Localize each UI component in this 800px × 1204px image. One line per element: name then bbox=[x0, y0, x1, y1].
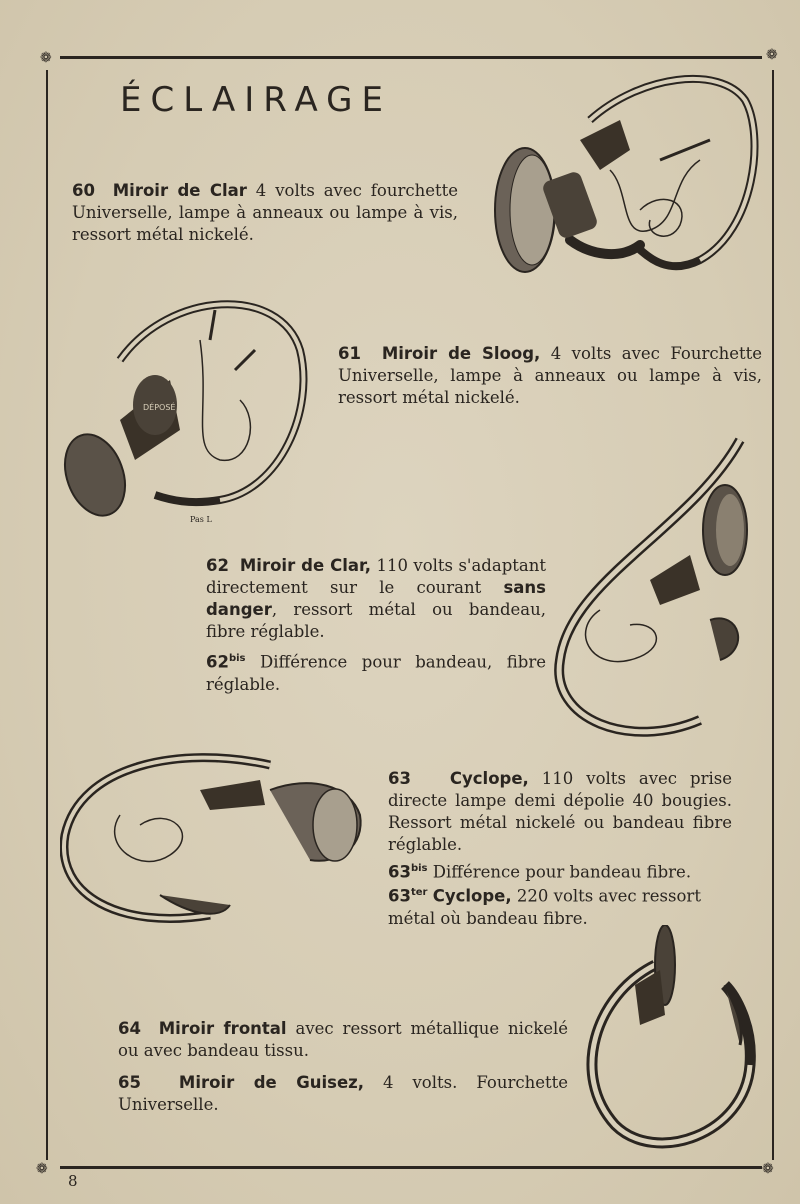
entry-text: , ressort métal ou bandeau, fibre réglable. bbox=[206, 600, 546, 641]
entry-number: 62 bbox=[206, 652, 229, 672]
entry-text: 4 volts. Fourchette Universelle. bbox=[118, 1073, 568, 1114]
entry-text: 4 volts avec fourchette Universelle, lampe à anneaux ou lampe à vis, ressort métal nickelé. bbox=[72, 181, 458, 244]
entry-bold-text: sans danger bbox=[206, 578, 546, 619]
entry-name: Miroir de Clar bbox=[112, 181, 247, 200]
entry-suffix: bis bbox=[228, 653, 246, 664]
entry-suffix: ter bbox=[410, 887, 428, 898]
entry-number: 60 bbox=[72, 181, 95, 200]
page-title: ÉCLAIRAGE bbox=[120, 80, 392, 120]
left-rule bbox=[46, 70, 48, 1160]
bottom-rule bbox=[60, 1166, 762, 1169]
entry-text: 4 volts avec Fourchette Universelle, lampe à anneaux ou lampe à vis, ressort métal nickelé. bbox=[338, 344, 762, 407]
entry-text: 110 volts s'adaptant directement sur le courant bbox=[206, 556, 546, 597]
entry-65 bbox=[118, 1072, 568, 1116]
entry-name: Cyclope, bbox=[449, 769, 529, 788]
corner-ornament-tr: ❁ bbox=[766, 47, 778, 63]
entry-64 bbox=[118, 1018, 568, 1062]
entry-60 bbox=[72, 180, 458, 246]
corner-ornament-br: ❁ bbox=[762, 1161, 774, 1177]
figure-61-signature: Pas L bbox=[190, 515, 212, 524]
entry-text: 220 volts avec ressort métal où bandeau fibre. bbox=[388, 886, 701, 928]
corner-ornament-bl: ❁ bbox=[36, 1161, 48, 1177]
figure-62-head-mirror bbox=[550, 430, 760, 750]
entry-number: 61 bbox=[338, 344, 361, 363]
entry-number: 65 bbox=[118, 1073, 141, 1092]
right-rule bbox=[772, 70, 774, 1160]
figure-64-frontal-mirror bbox=[575, 925, 760, 1160]
figure-63-cyclope bbox=[60, 745, 370, 935]
entry-63-ter bbox=[388, 882, 738, 930]
entry-63 bbox=[388, 768, 732, 856]
entry-number: 64 bbox=[118, 1019, 141, 1038]
entry-name: Miroir frontal bbox=[158, 1019, 287, 1038]
entry-number: 63 bbox=[388, 769, 411, 788]
entry-text: Différence pour bandeau, fibre réglable. bbox=[206, 652, 546, 694]
entry-name: Miroir de Clar, bbox=[239, 556, 371, 575]
page-number: 8 bbox=[68, 1172, 78, 1190]
entry-62 bbox=[206, 555, 546, 643]
top-rule bbox=[60, 56, 762, 59]
entry-63-bis bbox=[388, 858, 738, 884]
entry-name: Miroir de Guisez, bbox=[178, 1073, 365, 1092]
entry-number: 62 bbox=[206, 556, 229, 575]
entry-62-bis bbox=[206, 648, 546, 696]
corner-ornament-tl: ❁ bbox=[40, 50, 52, 66]
entry-61 bbox=[338, 343, 762, 409]
entry-number: 63 bbox=[388, 886, 411, 906]
entry-text: 110 volts avec prise directe lampe demi dépolie 40 bougies. Ressort métal nickelé ou bandeau fibre réglable. bbox=[388, 769, 732, 854]
entry-text: avec ressort métallique nickelé ou avec bandeau tissu. bbox=[118, 1019, 568, 1060]
entry-text: Différence pour bandeau fibre. bbox=[432, 862, 692, 882]
entry-number: 63 bbox=[388, 862, 411, 882]
figure-60-head-mirror bbox=[470, 60, 770, 290]
figure-61-mark: DÉPOSÉ bbox=[143, 403, 176, 412]
entry-name: Cyclope, bbox=[432, 886, 512, 906]
figure-61-head-mirror bbox=[60, 290, 320, 530]
entry-name: Miroir de Sloog, bbox=[381, 344, 541, 363]
entry-suffix: bis bbox=[410, 863, 428, 874]
